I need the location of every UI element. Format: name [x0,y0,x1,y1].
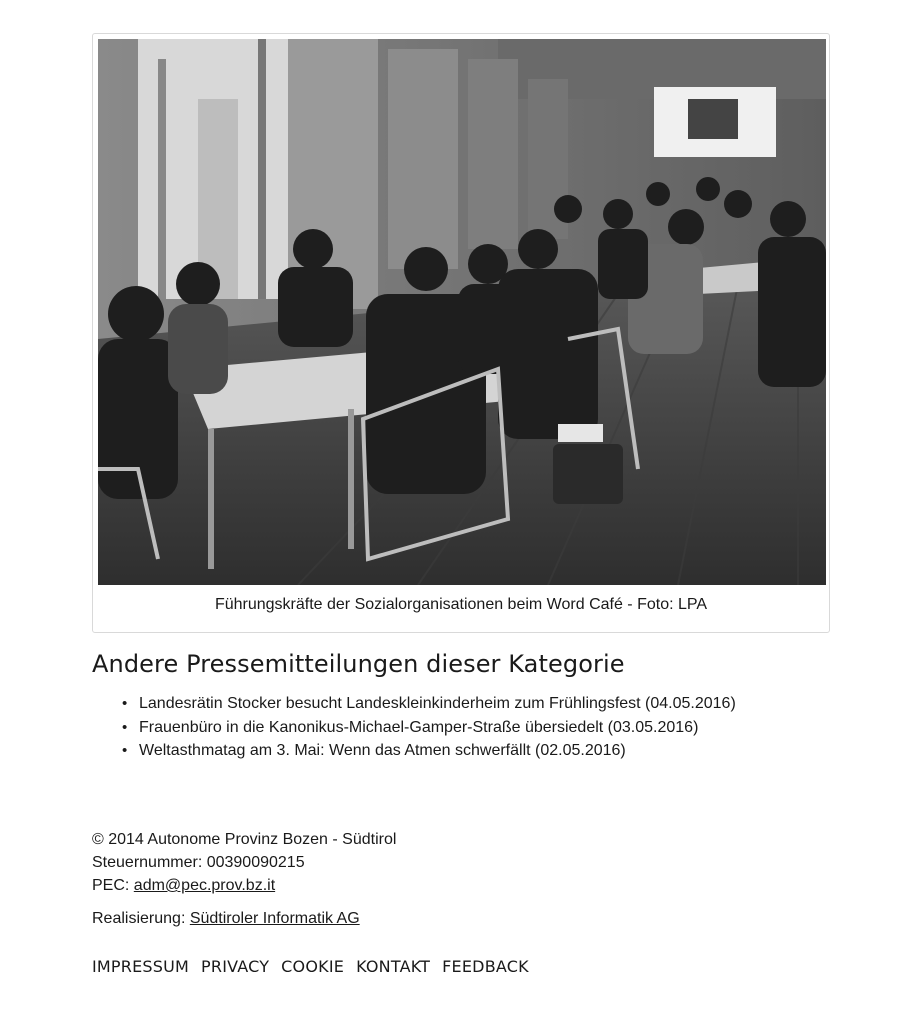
list-item [122,692,736,716]
list-item [122,716,736,740]
footer-nav [92,957,541,976]
footer-link-privacy[interactable]: PRIVACY [201,957,270,976]
realisierung-line [92,907,396,930]
footer-info [92,828,396,930]
list-item [122,739,736,763]
event-photo [98,39,826,585]
tax-number-text: Steuernummer: 00390090215 [92,854,305,871]
pec-line [92,874,396,897]
related-news-link[interactable]: Frauenbüro in die Kanonikus-Michael-Gamper-Straße übersiedelt (03.05.2016) [139,718,699,736]
photo-figure [92,33,830,633]
footer-link-feedback[interactable]: FEEDBACK [442,957,529,976]
footer-link-impressum[interactable]: IMPRESSUM [92,957,190,976]
realisierung-label: Realisierung: [92,910,190,927]
photo-caption: Führungskräfte der Sozialorganisationen beim Word Café - Foto: LPA [214,596,708,613]
related-news-list [122,692,736,763]
related-news-link[interactable]: Landesrätin Stocker besucht Landeskleinkinderheim zum Frühlingsfest (04.05.2016) [139,695,736,712]
related-news-heading: Andere Pressemitteilungen dieser Kategorie [92,650,625,678]
footer-link-kontakt[interactable]: KONTAKT [356,957,431,976]
event-photo-image [98,39,826,585]
related-news-link[interactable]: Weltasthmatag am 3. Mai: Wenn das Atmen schwerfällt (02.05.2016) [139,742,626,759]
pec-label: PEC: [92,877,134,894]
pec-email-link[interactable]: adm@pec.prov.bz.it [133,877,276,894]
realisierung-link[interactable]: Südtiroler Informatik AG [189,910,360,927]
footer-link-cookie[interactable]: COOKIE [281,957,345,976]
copyright-text: © 2014 Autonome Provinz Bozen - Südtirol [92,831,397,848]
